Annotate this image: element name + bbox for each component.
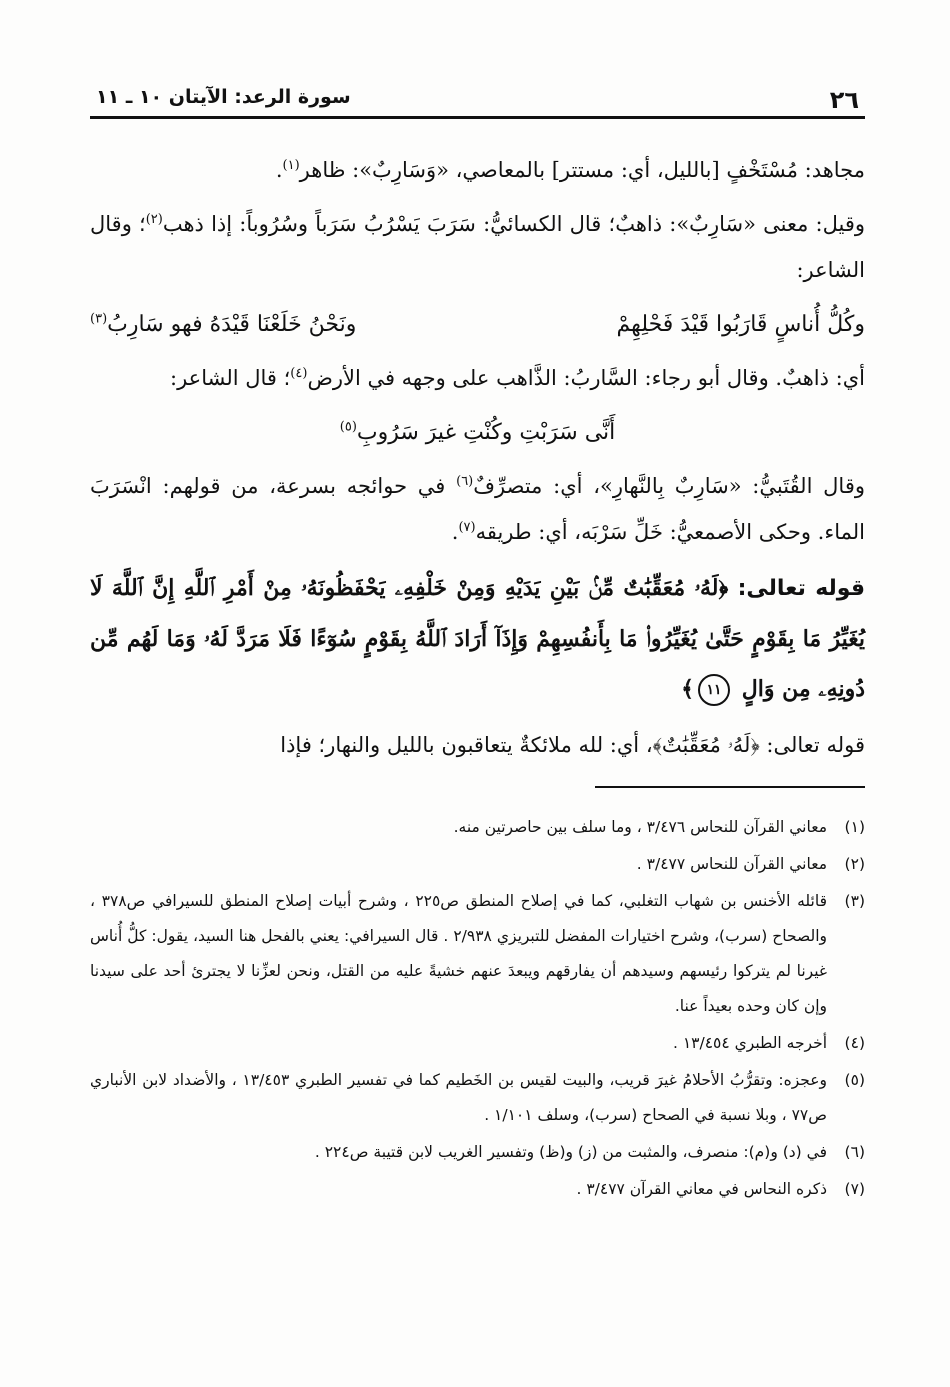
footnote: (٧) ذكره النحاس في معاني القرآن ٣/٤٧٧ . [576, 1180, 865, 1198]
quran-text: ﴿لَهُۥ مُعَقِّبَٰتٌ مِّنۢ بَيْنِ يَدَيْهِ وَمِنْ خَلْفِهِۦ يَحْفَظُونَهُۥ مِنْ أَمْرِ ٱللَّهِ إِنَّ ٱللَّهَ لَا يُغَيِّرُ مَا بِقَوْمٍ حَتَّىٰ يُغَيِّرُوا۟ مَا بِأَنفُسِهِمْ وَإِذَآ أَرَادَ ٱللَّهُ بِقَوْمٍ سُوٓءًا فَلَا مَرَدَّ لَهُۥ وَمَا لَهُم مِّن دُونِهِۦ مِن وَالٍ [90, 575, 865, 702]
footnote: (١) معاني القرآن للنحاس ٣/٤٧٦ ، وما سلف بين حاصرتين منه. [453, 818, 865, 836]
paragraph: وقيل: معنى «سَارِبٌ»: ذاهبٌ؛ قال الكسائيُّ: سَرَبَ يَسْرُبُ سَرَباً وسُرُوباً: إذا ذهب$^{(٢)}$؛ وقال الشاعر: [90, 212, 866, 282]
page-number: ٢٦ [829, 86, 859, 114]
footnote-separator [595, 786, 865, 788]
footnote: (٦) في (د) و(م): منصرف، والمثبت من (ز) و(ظ) وتفسير الغريب لابن قتيبة ص٢٢٤ . [314, 1143, 865, 1161]
paragraph: مجاهد: مُسْتَخْفٍ [بالليل، أي: مستتر] بالمعاصي، «وَسَارِبٌ»: ظاهر$^{(١)}$. [275, 158, 865, 182]
ayah-number-icon: ١١ [698, 674, 730, 706]
footnote-ref: (٧) [458, 520, 476, 535]
footnote-ref: (٣) [90, 311, 108, 327]
page-header [90, 70, 865, 119]
footnote: (٣) قائله الأخنس بن شهاب التغلبي، كما في إصلاح المنطق ص٢٢٥ ، وشرح أبيات إصلاح المنطق للسيرافي ص٣٧٨ ، والصحاح (سرب)، وشرح اختيارات المفضل للتبريزي ٢/٩٣٨ . قال السيرافي: يعني بالفحل هنا السيد، يقول: كلُّ أُناس غيرنا لم يتركوا رئيسهم وسيدهم أن يفارقهم ويبعدَ عنهم خشيةً عليه من القتل، ونحن لعزِّنا لا يجترئ أحد على سيدنا وإن كان وحده بعيداً عنا. [90, 892, 865, 1015]
quran-verse: قوله تعالى: ﴿لَهُۥ مُعَقِّبَٰتٌ مِّنۢ بَيْنِ يَدَيْهِ وَمِنْ خَلْفِهِۦ يَحْفَظُونَهُۥ مِنْ أَمْرِ ٱللَّهِ إِنَّ ٱللَّهَ لَا يُغَيِّرُ مَا بِقَوْمٍ حَتَّىٰ يُغَيِّرُوا۟ مَا بِأَنفُسِهِمْ وَإِذَآ أَرَادَ ٱللَّهُ بِقَوْمٍ سُوٓءًا فَلَا مَرَدَّ لَهُۥ وَمَا لَهُم مِّن دُونِهِۦ مِن وَالٍ ١١﴾ [90, 563, 865, 714]
footnote-ref: (٥) [339, 419, 357, 435]
verse-first-hemistich: وكُلُّ أُناسٍ قَارَبُوا قَيْدَ فَحْلِهِمْ [616, 312, 865, 337]
footnote: (٤) أخرجه الطبري ١٣/٤٥٤ . [672, 1034, 865, 1052]
paragraph: وقال القُتَبيُّ: «سَارِبٌ بِالنَّهارِ»، أي: متصرِّفٌ$^{(٦)}$ في حوائجه بسرعة، من قولهم: انْسَرَبَ الماء. وحكى الأصمعيُّ: خَلِّ سَرْبَه، أي: طريقه$^{(٧)}$. [90, 474, 866, 544]
footnote: (٢) معاني القرآن للنحاس ٣/٤٧٧ . [636, 855, 865, 873]
book-page [90, 70, 865, 1209]
footnotes [90, 810, 865, 1207]
quran-intro: قوله تعالى: [728, 576, 866, 601]
running-head: سورة الرعد: الآيتان ١٠ ـ ١١ [96, 86, 351, 108]
poem-half-verse: أَنَّى سَرَبْتِ وكُنْتِ غيرَ سَرُوبِ$^{(٥)}$ [339, 419, 616, 445]
footnote-ref: (١) [282, 158, 300, 173]
footnote-ref: (٢) [145, 212, 163, 227]
paragraph: أي: ذاهبٌ. وقال أبو رجاء: السَّاربُ: الذَّاهب على وجهه في الأرض$^{(٤)}$؛ قال الشاعر: [170, 366, 865, 390]
paragraph: قوله تعالى: ﴿لَهُۥ مُعَقِّبَٰتٌ﴾، أي: لله ملائكةٌ يتعاقبون بالليل والنهار؛ فإذا [280, 733, 865, 757]
footnote-ref: (٦) [456, 474, 474, 489]
footnote-ref: (٤) [290, 366, 308, 381]
verse-second-hemistich: ونَحْنُ خَلَعْنَا قَيْدَهُ فهو سَارِبُ$^{(٣)}$ [90, 311, 357, 337]
footnote: (٥) وعجزه: وتقرُّبُ الأحلامُ غيرَ قريب، والبيت لقيس بن الخَطيم كما في تفسير الطبري ١٣/٤٥٣ ، والأضداد لابن الأنباري ص٧٧ ، وبلا نسبة في الصحاح (سرب)، وسلف ١/١٠١ . [90, 1071, 865, 1124]
poem-verse [90, 301, 865, 349]
main-text [90, 147, 865, 768]
